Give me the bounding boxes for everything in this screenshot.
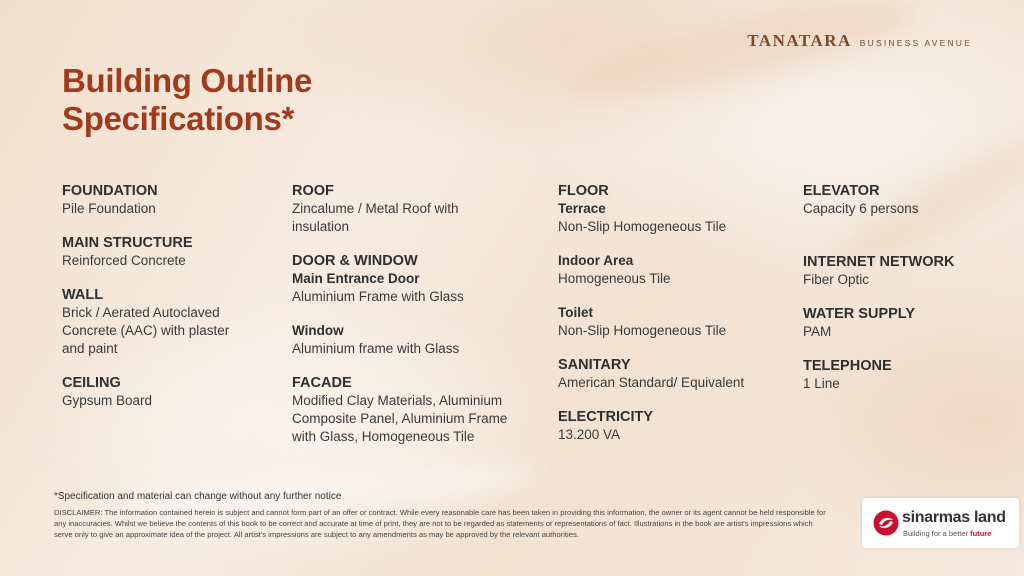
spec-heading: FLOOR bbox=[558, 183, 609, 199]
spec-value: 13.200 VA bbox=[558, 427, 621, 442]
spec-value-line: with Glass, Homogeneous Tile bbox=[292, 429, 475, 444]
spec-value-line: Zincalume / Metal Roof with bbox=[292, 201, 459, 216]
spec-window bbox=[292, 322, 542, 358]
spec-internet bbox=[803, 253, 1003, 289]
spec-value: Homogeneous Tile bbox=[558, 271, 671, 286]
disclaimer: DISCLAIMER: The information contained herein is subject and cannot form part of an offer or contract. While every reasonable care has been taken in providing this information, the owner or its agent cannot be held responsible for any inaccuracies. Whilst we believe the contents of this book to be correct and accurate at time of print, they are not to be regarded as statements or representations of fact. Illustrations in the book are artist's impressions which serve only to give an approximate idea of the project. All artist's impressions are subject to any amendments as may be approved by the relevant authorities. bbox=[54, 508, 826, 539]
spec-value-line: Concrete (AAC) with plaster bbox=[62, 323, 230, 338]
spec-column-2 bbox=[292, 182, 542, 462]
title-line-2: Specifications* bbox=[62, 100, 295, 137]
spec-value-line: and paint bbox=[62, 341, 118, 356]
spec-value: Gypsum Board bbox=[62, 393, 153, 408]
spec-subheading: Indoor Area bbox=[558, 253, 634, 268]
spec-value: Fiber Optic bbox=[803, 272, 870, 287]
spec-heading: WATER SUPPLY bbox=[803, 306, 915, 322]
spec-value: 1 Line bbox=[803, 376, 840, 391]
footnote: *Specification and material can change without any further notice bbox=[54, 491, 342, 502]
spec-subheading: Toilet bbox=[558, 305, 593, 320]
spec-heading: INTERNET NETWORK bbox=[803, 254, 955, 270]
project-brand bbox=[747, 31, 972, 51]
spec-value-line: Brick / Aerated Autoclaved bbox=[62, 305, 220, 320]
logo-name: sinarmas land bbox=[902, 509, 1006, 526]
spec-subheading: Main Entrance Door bbox=[292, 271, 420, 286]
page-title bbox=[62, 62, 312, 138]
spec-value-line: Composite Panel, Aluminium Frame bbox=[292, 411, 508, 426]
logo-tagline bbox=[903, 529, 991, 538]
spec-roof bbox=[292, 182, 542, 236]
spec-column-1 bbox=[62, 182, 272, 426]
spec-column-3 bbox=[558, 182, 788, 460]
spec-value: Aluminium frame with Glass bbox=[292, 341, 460, 356]
spec-heading: ROOF bbox=[292, 183, 334, 199]
spec-electricity bbox=[558, 408, 788, 444]
spec-value: Non-Slip Homogeneous Tile bbox=[558, 323, 727, 338]
spec-water-supply bbox=[803, 305, 1003, 341]
spec-heading: SANITARY bbox=[558, 357, 631, 373]
spec-value: Aluminium Frame with Glass bbox=[292, 289, 464, 304]
spec-floor-toilet bbox=[558, 304, 788, 340]
spec-heading: FOUNDATION bbox=[62, 183, 158, 199]
spec-heading: DOOR & WINDOW bbox=[292, 253, 418, 269]
spec-main-structure bbox=[62, 234, 272, 270]
spec-value: Pile Foundation bbox=[62, 201, 156, 216]
spec-door-window bbox=[292, 252, 542, 306]
spec-ceiling bbox=[62, 374, 272, 410]
spec-value-line: insulation bbox=[292, 219, 350, 234]
spec-floor-indoor bbox=[558, 252, 788, 288]
developer-logo bbox=[862, 498, 1019, 548]
spec-telephone bbox=[803, 357, 1003, 393]
spec-heading: ELECTRICITY bbox=[558, 409, 654, 425]
spec-value: PAM bbox=[803, 324, 832, 339]
title-line-1: Building Outline bbox=[62, 62, 312, 99]
spec-facade bbox=[292, 374, 542, 446]
spec-column-4 bbox=[803, 182, 1003, 409]
spec-floor bbox=[558, 182, 788, 236]
spec-heading: MAIN STRUCTURE bbox=[62, 235, 193, 251]
brush-stroke-decoration bbox=[558, 0, 923, 117]
logo-tagline-emphasis: future bbox=[970, 529, 992, 538]
spec-heading: WALL bbox=[62, 287, 104, 303]
spec-heading: FACADE bbox=[292, 375, 352, 391]
spec-value-line: Modified Clay Materials, Aluminium bbox=[292, 393, 503, 408]
brand-name: TANATARA bbox=[747, 31, 852, 50]
spec-value: Non-Slip Homogeneous Tile bbox=[558, 219, 727, 234]
spec-heading: ELEVATOR bbox=[803, 183, 880, 199]
spec-elevator bbox=[803, 182, 1003, 218]
sinarmas-logo-icon bbox=[873, 510, 899, 536]
spec-foundation bbox=[62, 182, 272, 218]
spec-sanitary bbox=[558, 356, 788, 392]
logo-tagline-prefix: Building for a better bbox=[903, 529, 969, 538]
spec-subheading: Terrace bbox=[558, 201, 606, 216]
spec-heading: CEILING bbox=[62, 375, 121, 391]
spec-value: American Standard/ Equivalent bbox=[558, 375, 745, 390]
spec-wall bbox=[62, 286, 272, 358]
spec-subheading: Window bbox=[292, 323, 344, 338]
spec-heading: TELEPHONE bbox=[803, 358, 892, 374]
brand-tagline: BUSINESS AVENUE bbox=[859, 38, 972, 48]
spec-value: Reinforced Concrete bbox=[62, 253, 186, 268]
spec-value: Capacity 6 persons bbox=[803, 201, 919, 216]
